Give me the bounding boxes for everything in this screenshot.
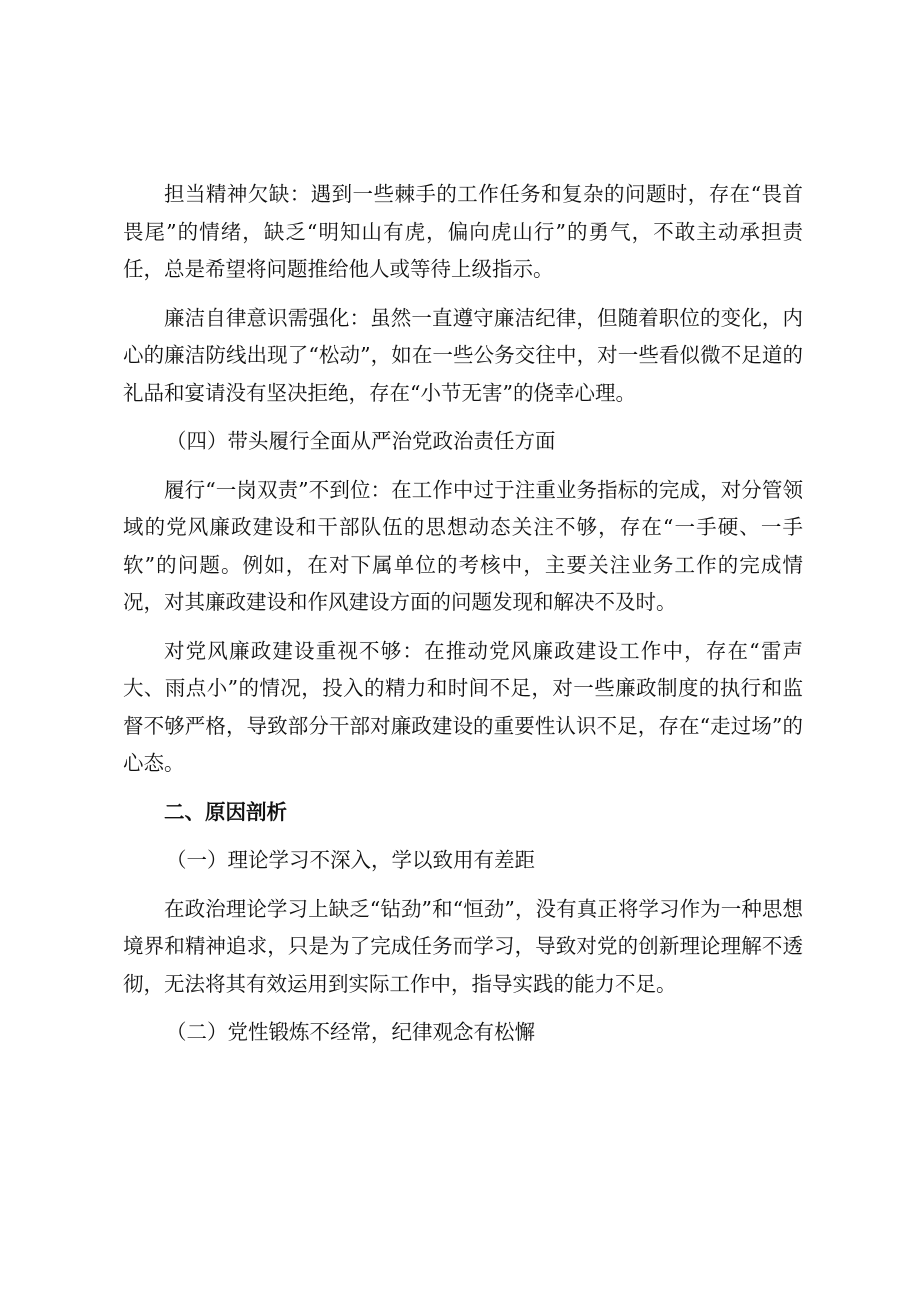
para-dangFeng: 对党风廉政建设重视不够：在推动党风廉政建设工作中，存在“雷声大、雨点小”的情况，投入的精力和时间不足，对一些廉政制度的执行和监督不够严格，导致部分干部对廉政建设的重要性认识不足，存在“走过场”的心态。 — [123, 638, 803, 775]
section-heading-two: 二、原因剖析 — [164, 799, 287, 824]
para-lianJie: 廉洁自律意识需强化：虽然一直遵守廉洁纪律，但随着职位的变化，内心的廉洁防线出现了“松动”，如在一些公务交往中，对一些看似微不足道的礼品和宴请没有坚决拒绝，存在“小节无害”的侥幸心理。 — [123, 305, 803, 405]
para-liLunXueXi: 在政治理论学习上缺乏“钻劲”和“恒劲”，没有真正将学习作为一种思想境界和精神追求，只是为了完成任务而学习，导致对党的创新理论理解不透彻，无法将其有效运用到实际工作中，指导实践的能力不足。 — [123, 896, 803, 996]
subheading-four: （四）带头履行全面从严治党政治责任方面 — [166, 429, 556, 453]
subheading-one: （一）理论学习不深入，学以致用有差距 — [166, 848, 535, 872]
subheading-two: （二）党性锻炼不经常，纪律观念有松懈 — [166, 1020, 535, 1044]
para-danDang: 担当精神欠缺：遇到一些棘手的工作任务和复杂的问题时，存在“畏首畏尾”的情绪，缺乏“明知山有虎，偏向虎山行”的勇气，不敢主动承担责任，总是希望将问题推给他人或等待上级指示。 — [123, 182, 803, 281]
para-yiGangShuangZe: 履行“一岗双责”不到位：在工作中过于注重业务指标的完成，对分管领域的党风廉政建设和干部队伍的思想动态关注不够，存在“一手硬、一手软”的问题。例如，在对下属单位的考核中，主要关注业务工作的完成情况，对其廉政建设和作风建设方面的问题发现和解决不及时。 — [123, 477, 803, 614]
document-body — [123, 176, 803, 1063]
